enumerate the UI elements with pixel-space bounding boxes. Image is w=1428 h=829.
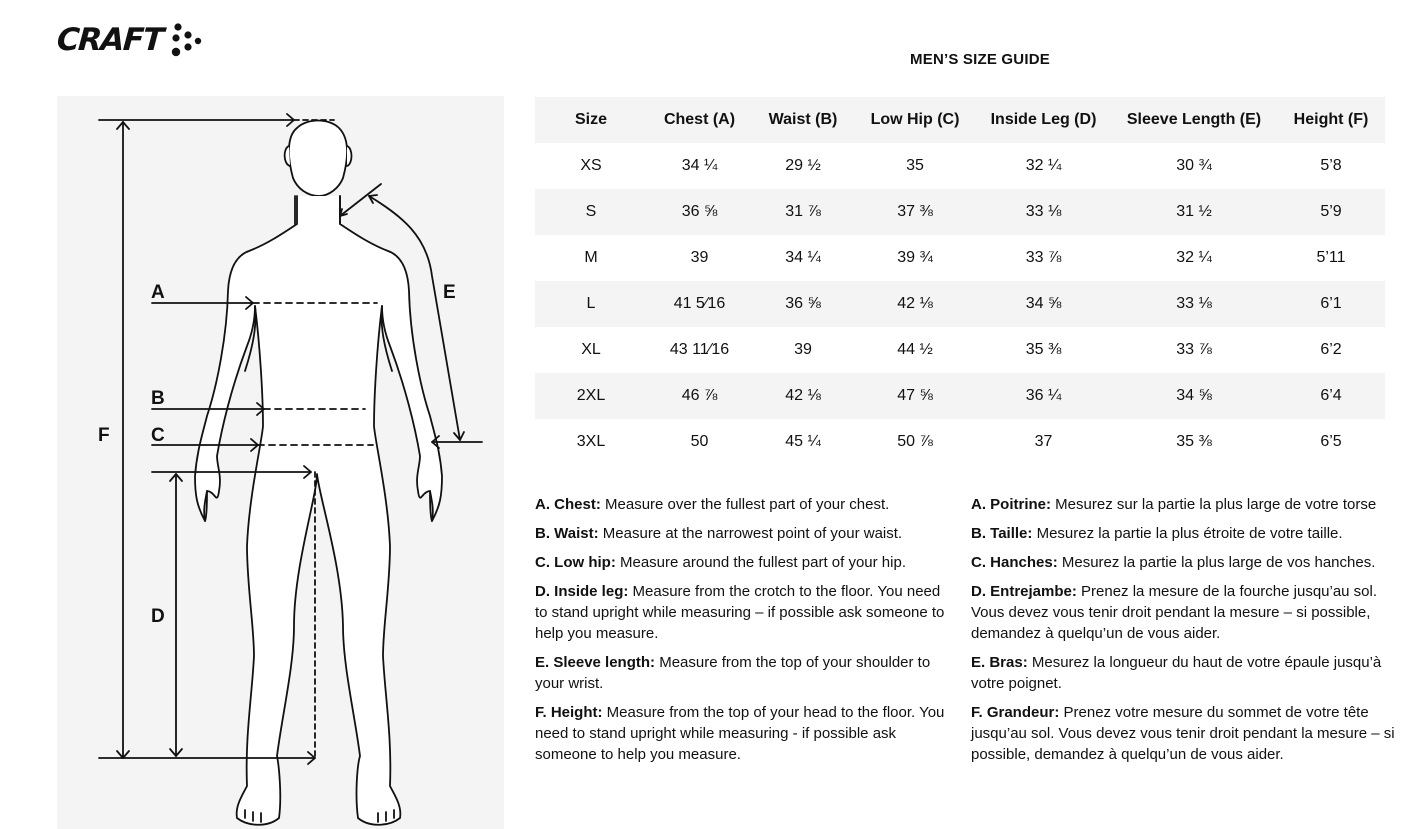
cell-inside-leg: 33 ⅛ <box>976 189 1111 235</box>
cell-low-hip: 47 ⅝ <box>854 373 976 419</box>
term-grandeur: F. Grandeur: <box>971 704 1060 721</box>
description-sleeve-length <box>535 652 950 694</box>
text-chest: Measure over the fullest part of your chest. <box>600 496 890 513</box>
cell-sleeve-length: 33 ⅞ <box>1176 341 1212 358</box>
text-sleeve-length: Measure from the top of your shoulder to your wrist. <box>535 654 931 692</box>
measurement-figure <box>57 96 504 829</box>
description-taille <box>971 523 1411 544</box>
cell-waist: 31 ⅞ <box>752 189 854 235</box>
cell-size: S <box>535 189 647 235</box>
term-waist: B. Waist: <box>535 525 599 542</box>
description-chest <box>535 494 950 515</box>
cell-sleeve-length: 33 ⅛ <box>1111 281 1277 327</box>
cell-sleeve-length: 32 ¼ <box>1176 249 1212 266</box>
brand-name: CRAFT <box>55 22 164 58</box>
head-outline <box>289 121 347 197</box>
description-hanches <box>971 552 1411 573</box>
cell-inside-leg: 33 ⅞ <box>1025 249 1062 266</box>
cell-inside-leg: 32 ¼ <box>1025 157 1062 174</box>
cell-size: 2XL <box>535 373 647 419</box>
table-header-row <box>535 97 1385 143</box>
label-d: D <box>151 606 165 627</box>
table-row <box>535 373 1385 419</box>
cell-size: XS <box>580 157 602 174</box>
cell-waist: 29 ½ <box>785 157 821 174</box>
cell-waist: 39 <box>794 341 812 358</box>
description-grandeur <box>971 702 1411 765</box>
cell-chest: 34 ¼ <box>681 157 718 174</box>
cell-height: 6’1 <box>1277 281 1385 327</box>
cell-height: 6’5 <box>1320 433 1342 450</box>
brand-logo <box>57 22 208 58</box>
cell-waist: 42 ⅛ <box>752 373 854 419</box>
descriptions-french <box>971 494 1411 773</box>
header-height: Height (F) <box>1277 97 1385 143</box>
text-inside-leg: Measure from the crotch to the floor. You need to stand upright while measuring – if possible ask someone to help you measure. <box>535 583 945 642</box>
size-table <box>535 97 1385 465</box>
cell-waist: 34 ¼ <box>785 249 821 266</box>
cell-low-hip: 50 ⅞ <box>897 433 933 450</box>
table-row <box>535 143 1385 189</box>
table-row <box>535 419 1385 465</box>
dots-icon <box>168 22 208 58</box>
cell-chest: 50 <box>690 433 709 450</box>
cell-low-hip: 35 <box>906 157 924 174</box>
cell-size: L <box>535 281 647 327</box>
cell-inside-leg: 37 <box>1034 433 1053 450</box>
header-low-hip: Low Hip (C) <box>854 97 976 143</box>
cell-chest: 36 ⅝ <box>647 189 752 235</box>
text-bras: Mesurez la longueur du haut de votre épaule jusqu’à votre poignet. <box>971 654 1382 692</box>
cell-chest: 41 5⁄16 <box>647 281 752 327</box>
ear-right <box>347 146 352 166</box>
term-poitrine: A. Poitrine: <box>971 496 1052 513</box>
label-e: E <box>443 282 456 303</box>
cell-chest: 43 11⁄16 <box>669 341 730 358</box>
page-title: MEN’S SIZE GUIDE <box>910 51 1050 68</box>
cell-low-hip: 39 ¾ <box>897 249 933 266</box>
cell-size: 3XL <box>576 433 606 450</box>
description-entrejambe <box>971 581 1411 644</box>
text-entrejambe: Prenez la mesure de la fourche jusqu’au sol. Vous devez vous tenir droit pendant la mesure – si possible, demandez à quelqu’un de vous aider. <box>971 583 1378 642</box>
cell-size: XL <box>581 341 601 358</box>
cell-waist: 45 ¼ <box>785 433 821 450</box>
cell-inside-leg: 36 ¼ <box>976 373 1111 419</box>
cell-sleeve-length: 30 ¾ <box>1176 157 1212 174</box>
text-waist: Measure at the narrowest point of your waist. <box>598 525 903 542</box>
table-row <box>535 327 1385 373</box>
cell-height: 5’8 <box>1320 157 1342 174</box>
term-bras: E. Bras: <box>971 654 1028 671</box>
text-poitrine: Mesurez sur la partie la plus large de votre torse <box>1051 496 1377 513</box>
description-low-hip <box>535 552 950 573</box>
cell-low-hip: 42 ⅛ <box>854 281 976 327</box>
header-sleeve-length: Sleeve Length (E) <box>1111 97 1277 143</box>
term-taille: B. Taille: <box>971 525 1033 542</box>
text-low-hip: Measure around the fullest part of your hip. <box>615 554 906 571</box>
header-chest: Chest (A) <box>647 97 752 143</box>
cell-sleeve-length: 31 ½ <box>1111 189 1277 235</box>
cell-waist: 36 ⅝ <box>752 281 854 327</box>
cell-chest: 39 <box>690 249 709 266</box>
cell-size: M <box>584 249 598 266</box>
cell-sleeve-length: 34 ⅝ <box>1111 373 1277 419</box>
cell-inside-leg: 35 ⅜ <box>1025 341 1062 358</box>
description-inside-leg <box>535 581 950 644</box>
label-f: F <box>98 425 110 446</box>
body-diagram <box>57 96 504 829</box>
header-waist: Waist (B) <box>752 97 854 143</box>
description-height <box>535 702 950 765</box>
cell-height: 6’2 <box>1320 341 1342 358</box>
text-hanches: Mesurez la partie la plus large de vos hanches. <box>1057 554 1376 571</box>
term-entrejambe: D. Entrejambe: <box>971 583 1077 600</box>
text-grandeur: Prenez votre mesure du sommet de votre tête jusqu’au sol. Vous devez vous tenir droit pendant la mesure – si possible, demandez à quelqu’un de vous aider. <box>971 704 1395 763</box>
body-outline <box>195 196 442 825</box>
text-height: Measure from the top of your head to the floor. You need to stand upright while measuring - if possible ask someone to help you measure. <box>535 704 945 763</box>
label-b: B <box>151 388 165 409</box>
description-bras <box>971 652 1411 694</box>
label-c: C <box>151 425 165 446</box>
cell-low-hip: 44 ½ <box>897 341 933 358</box>
term-height: F. Height: <box>535 704 603 721</box>
description-poitrine <box>971 494 1411 515</box>
term-sleeve-length: E. Sleeve length: <box>535 654 656 671</box>
term-chest: A. Chest: <box>535 496 601 513</box>
cell-low-hip: 37 ⅜ <box>854 189 976 235</box>
cell-height: 5’9 <box>1277 189 1385 235</box>
text-taille: Mesurez la partie la plus étroite de votre taille. <box>1032 525 1343 542</box>
description-waist <box>535 523 950 544</box>
term-inside-leg: D. Inside leg: <box>535 583 629 600</box>
table-row <box>535 189 1385 235</box>
descriptions-english <box>535 494 950 773</box>
term-hanches: C. Hanches: <box>971 554 1058 571</box>
cell-inside-leg: 34 ⅝ <box>976 281 1111 327</box>
term-low-hip: C. Low hip: <box>535 554 616 571</box>
label-a: A <box>151 282 165 303</box>
table-row <box>535 235 1385 281</box>
header-size: Size <box>535 97 647 143</box>
cell-sleeve-length: 35 ⅜ <box>1176 433 1212 450</box>
table-row <box>535 281 1385 327</box>
cell-height: 5’11 <box>1316 249 1346 266</box>
cell-height: 6’4 <box>1277 373 1385 419</box>
cell-chest: 46 ⅞ <box>647 373 752 419</box>
header-inside-leg: Inside Leg (D) <box>976 97 1111 143</box>
